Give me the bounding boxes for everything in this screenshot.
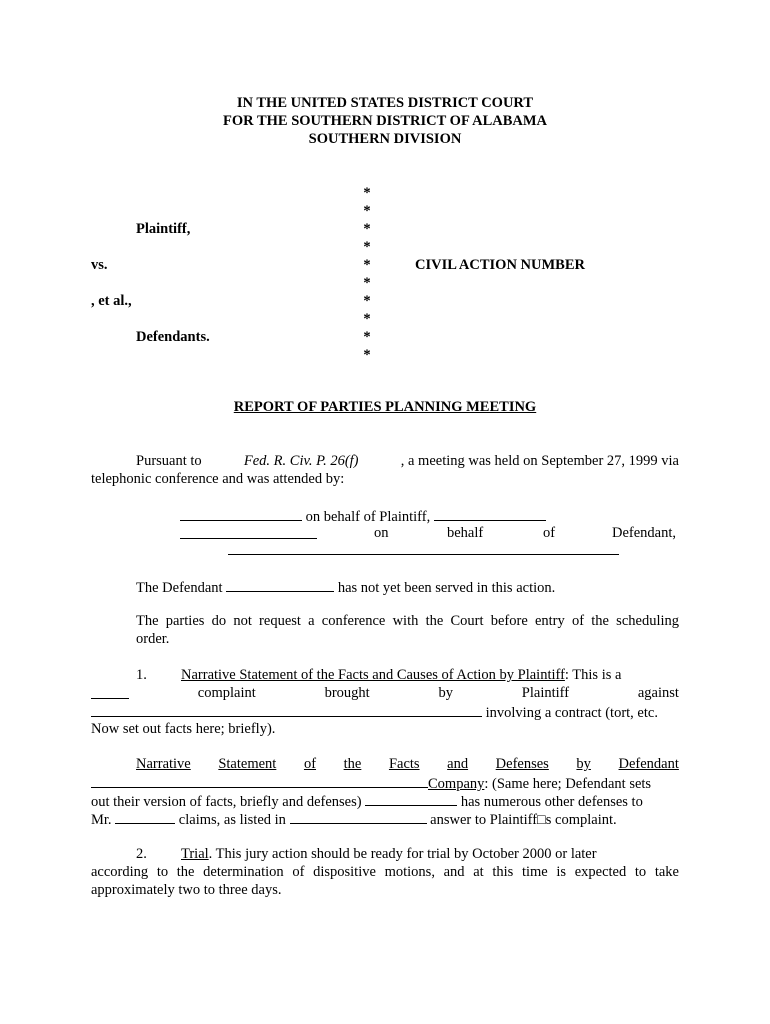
section-2-line-1 — [181, 845, 597, 863]
section-1-line-2 — [91, 684, 679, 702]
company-word: Company — [428, 776, 485, 792]
defendant-word: Defendant, — [612, 525, 677, 541]
company-rest: : (Same here; Defendant sets — [484, 776, 652, 792]
trial-heading: Trial — [181, 846, 209, 862]
complaint-type-blank[interactable] — [91, 684, 129, 699]
served-prefix: The Defendant — [136, 580, 223, 596]
defense-word: Narrative — [136, 756, 191, 772]
defense-word: Statement — [218, 756, 277, 772]
mr-word: Mr. — [91, 812, 112, 828]
section-2-line-2: according to the determination of dispositive motions, and at this time is expected to take — [91, 864, 679, 880]
defendant-blank[interactable] — [365, 791, 457, 806]
involving-text: involving a contract (tort, etc. — [485, 705, 658, 721]
section-1-after-heading: : This is a — [564, 667, 622, 683]
on-word: on — [374, 525, 389, 541]
defense-word: Defendant — [618, 756, 679, 772]
caption-star: * — [363, 239, 371, 255]
defense-line-3-b: has numerous other defenses to — [460, 794, 643, 810]
section-1-heading-line — [181, 666, 621, 684]
caption-star: * — [363, 347, 371, 363]
caption-star: * — [363, 221, 371, 237]
defense-line-3 — [91, 791, 679, 811]
defense-word: of — [303, 756, 317, 772]
defense-line-4 — [91, 809, 679, 829]
intro-line-1 — [136, 452, 679, 470]
answer-text: answer to Plaintiff□s complaint. — [430, 812, 617, 828]
conference-line-1: The parties do not request a conference with the Court before entry of the scheduling — [136, 613, 679, 629]
defendant-attendee-blank[interactable] — [228, 540, 619, 555]
claims-text: claims, as listed in — [178, 812, 286, 828]
complaint-word: complaint — [197, 685, 256, 701]
defendant-name-blank[interactable] — [91, 702, 482, 717]
rule-citation: Fed. R. Civ. P. 26(f) — [243, 453, 359, 469]
on-behalf-plaintiff-text: on behalf of Plaintiff, — [305, 509, 431, 525]
defendant-company-blank[interactable] — [91, 773, 428, 788]
defense-word: and — [447, 756, 469, 772]
unserved-defendant-blank[interactable] — [226, 577, 334, 592]
versus-label: vs. — [91, 257, 108, 273]
served-suffix: has not yet been served in this action. — [337, 580, 556, 596]
court-division: SOUTHERN DIVISION — [308, 131, 462, 147]
caption-star: * — [363, 257, 371, 273]
defense-line-2 — [91, 773, 679, 793]
intro-meeting-text: , a meeting was held on September 27, 1999 via — [400, 453, 679, 469]
by-word: by — [438, 685, 453, 701]
intro-line-2: telephonic conference and was attended by: — [91, 471, 345, 487]
defense-word: Defenses — [495, 756, 549, 772]
court-name-line-1: IN THE UNITED STATES DISTRICT COURT — [236, 95, 534, 111]
section-1-line-4: Now set out facts here; briefly). — [91, 721, 276, 737]
attendee-blank[interactable] — [180, 524, 317, 539]
plaintiff-label: Plaintiff, — [136, 221, 191, 237]
of-word: of — [543, 525, 556, 541]
civil-action-number-label: CIVIL ACTION NUMBER — [415, 257, 585, 273]
defense-word: by — [576, 756, 591, 772]
caption-star: * — [363, 185, 371, 201]
defense-word: the — [343, 756, 362, 772]
defense-word: Facts — [388, 756, 420, 772]
report-title: REPORT OF PARTIES PLANNING MEETING — [233, 399, 537, 415]
defense-heading-line — [136, 755, 679, 773]
plaintiff-word: Plaintiff — [521, 685, 570, 701]
caption-star: * — [363, 311, 371, 327]
caption-star: * — [363, 275, 371, 291]
brought-word: brought — [324, 685, 370, 701]
answer-reference-blank[interactable] — [290, 809, 427, 824]
trial-line-1-rest: . This jury action should be ready for trial by October 2000 or later — [208, 846, 597, 862]
not-served-line — [136, 577, 555, 597]
attendance-line-1 — [180, 506, 546, 526]
section-1-heading: Narrative Statement of the Facts and Causes of Action by Plaintiff — [181, 667, 565, 683]
conference-line-2: order. — [136, 631, 170, 647]
behalf-word: behalf — [447, 525, 484, 541]
caption-star: * — [363, 329, 371, 345]
caption-star: * — [363, 293, 371, 309]
plaintiff-name-blank[interactable] — [434, 506, 546, 521]
section-2-line-3: approximately two to three days. — [91, 882, 282, 898]
report-title-wrap — [0, 398, 770, 416]
intro-pursuant: Pursuant to — [136, 453, 202, 469]
section-1-line-3 — [91, 702, 679, 722]
section-1-number: 1. — [136, 667, 147, 683]
court-name-line-2: FOR THE SOUTHERN DISTRICT OF ALABAMA — [222, 113, 548, 129]
defense-line-3-a: out their version of facts, briefly and defenses) — [91, 794, 362, 810]
against-word: against — [637, 685, 679, 701]
et-al-label: , et al., — [91, 293, 132, 309]
attendee-blank[interactable] — [180, 506, 302, 521]
caption-star: * — [363, 203, 371, 219]
section-2-number: 2. — [136, 846, 147, 862]
mr-name-blank[interactable] — [115, 809, 175, 824]
defendants-label: Defendants. — [136, 329, 210, 345]
